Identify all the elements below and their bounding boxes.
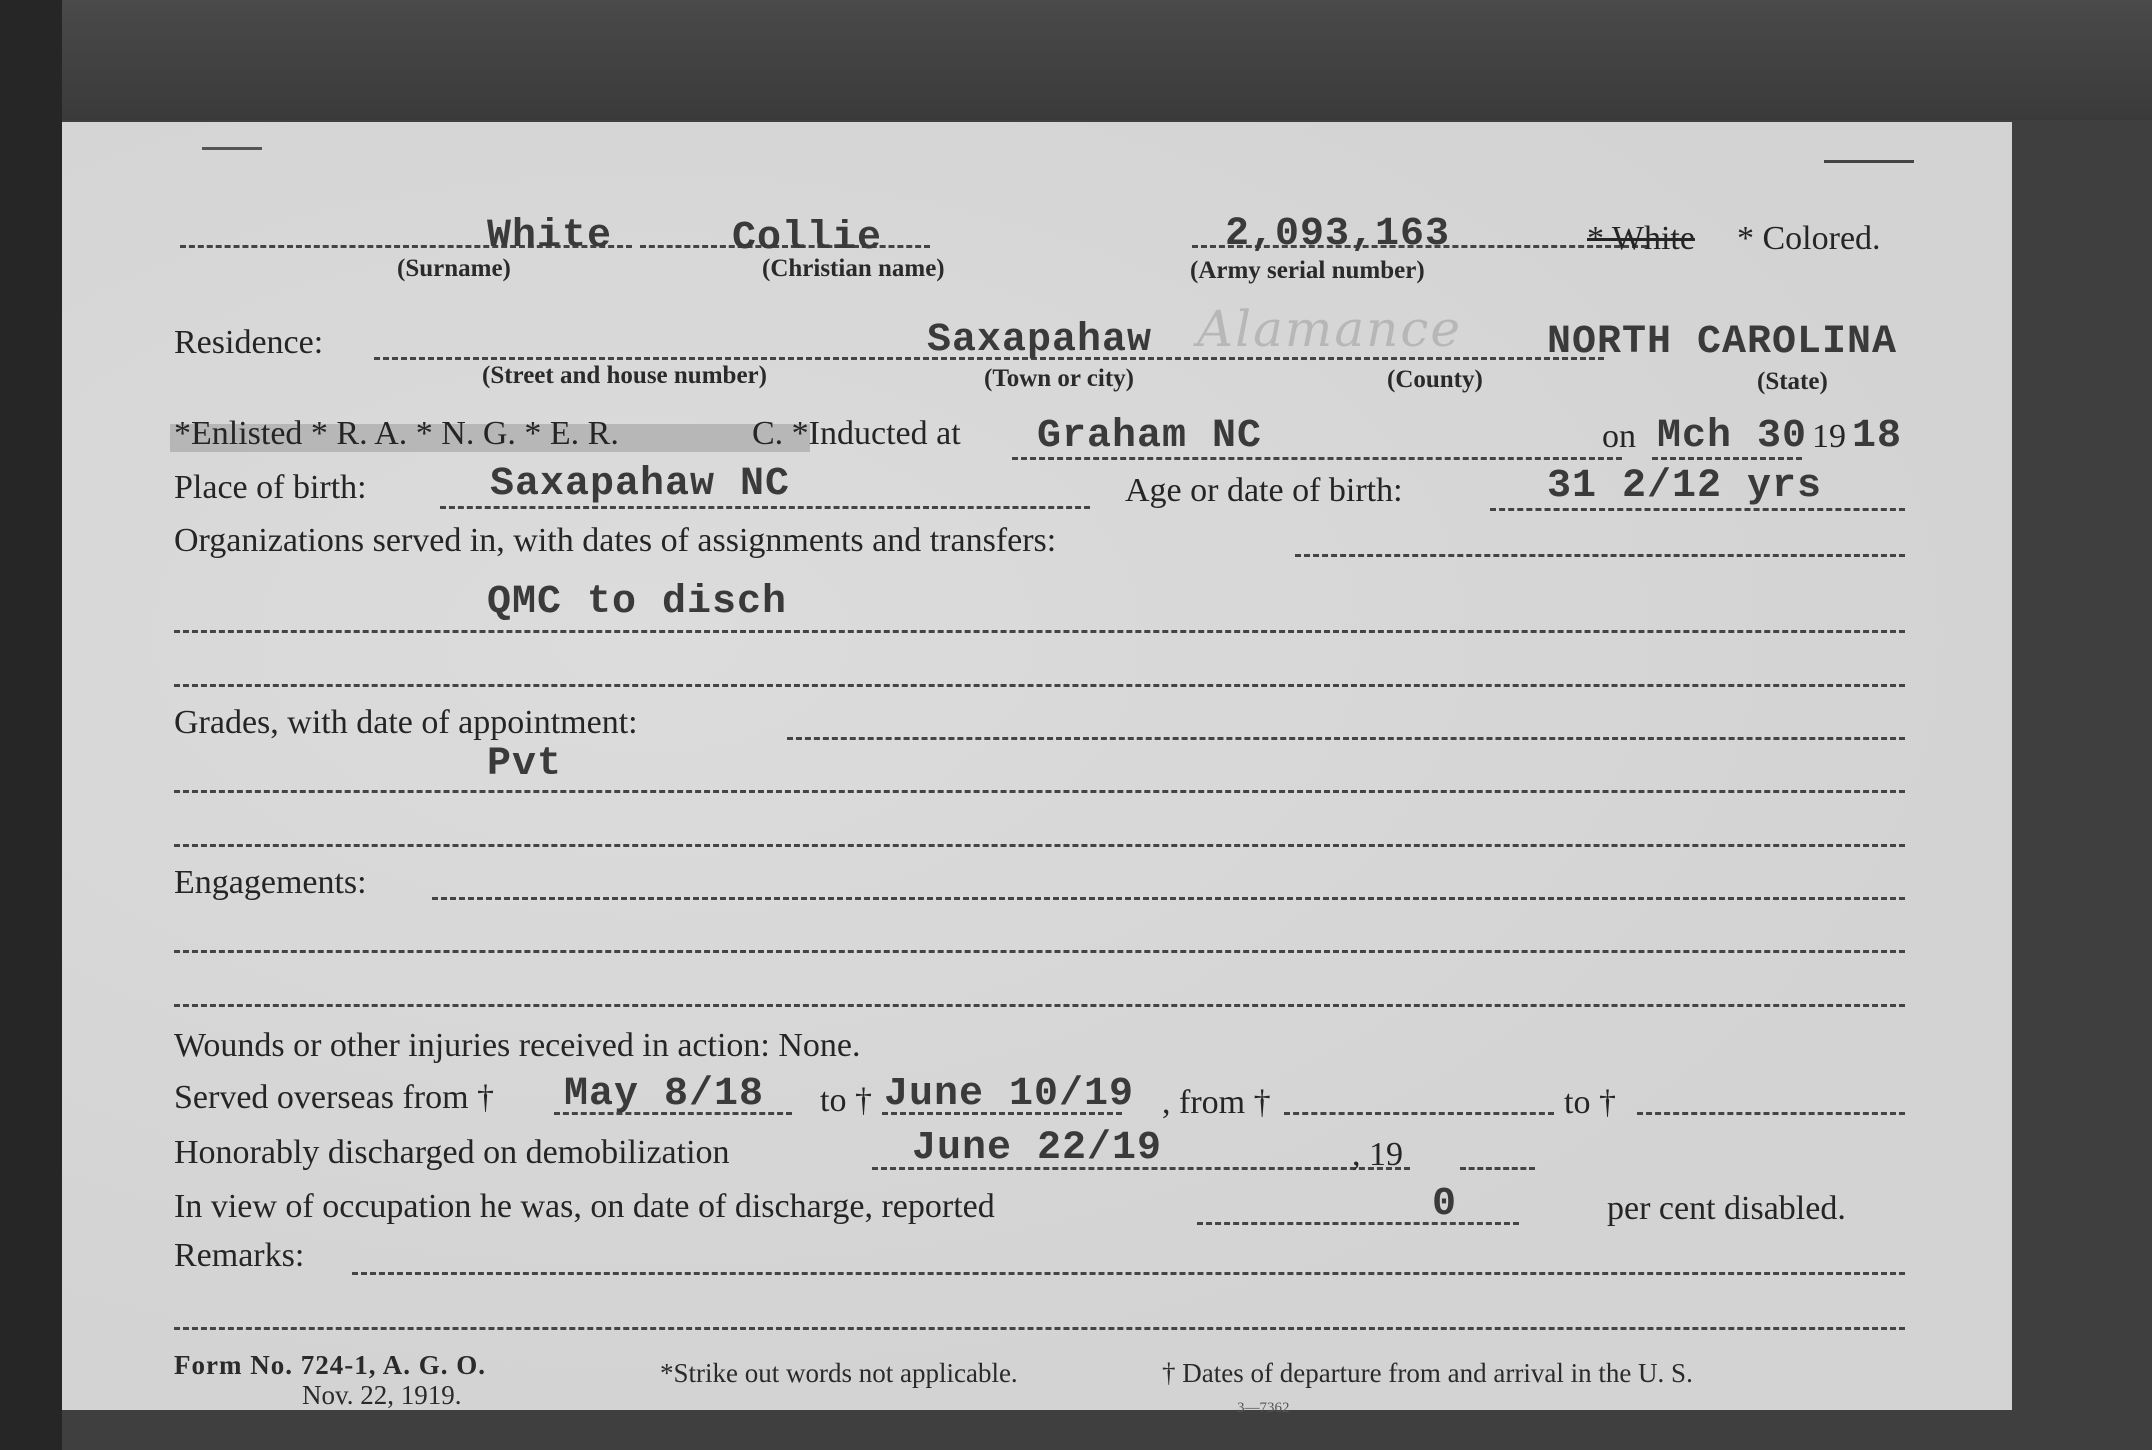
discharge-label: Honorably discharged on demobilization — [174, 1134, 730, 1171]
discharge-value: June 22/19 — [912, 1126, 1163, 1171]
state-value: NORTH CAROLINA — [1547, 320, 1898, 365]
place-of-birth-value: Saxapahaw NC — [490, 462, 791, 507]
service-record-card — [62, 122, 2012, 1416]
inducted-label: C. *Inducted at — [752, 415, 961, 452]
street-caption: (Street and house number) — [482, 362, 767, 389]
overseas-to-label: to † — [820, 1082, 872, 1119]
dates-note: † Dates of departure from and arrival in the U. S. — [1162, 1358, 1693, 1388]
organizations-value: QMC to disch — [487, 580, 788, 625]
remarks-label: Remarks: — [174, 1237, 305, 1274]
organizations-label: Organizations served in, with dates of assignments and transfers: — [174, 522, 1057, 559]
overseas-label: Served overseas from † — [174, 1079, 495, 1116]
background-edge — [0, 0, 62, 1450]
grades-label: Grades, with date of appointment: — [174, 704, 638, 741]
surname-value: White — [487, 214, 613, 259]
overseas-to2-label: to † — [1564, 1084, 1616, 1121]
strike-note: *Strike out words not applicable. — [660, 1358, 1018, 1388]
age-label: Age or date of birth: — [1125, 472, 1403, 509]
corner-mark — [1824, 160, 1914, 163]
disability-label: In view of occupation he was, on date of discharge, reported — [174, 1188, 995, 1225]
town-caption: (Town or city) — [984, 365, 1134, 392]
place-of-birth-label: Place of birth: — [174, 469, 367, 506]
discharge-year: , 19 — [1352, 1136, 1403, 1173]
overseas-from2-label: , from † — [1162, 1084, 1271, 1121]
engagements-label: Engagements: — [174, 864, 367, 901]
background-top — [62, 0, 2152, 120]
christian-caption: (Christian name) — [762, 255, 945, 282]
county-caption: (County) — [1387, 366, 1483, 393]
town-value: Saxapahaw — [927, 318, 1153, 363]
residence-label: Residence: — [174, 324, 324, 361]
race-colored: * Colored. — [1737, 220, 1881, 257]
on-label: on — [1602, 418, 1636, 455]
county-value: Alamance — [1197, 300, 1462, 358]
disability-value: 0 — [1432, 1182, 1458, 1227]
wounds-text: Wounds or other injuries received in action: None. — [174, 1027, 861, 1064]
year-prefix: 19 — [1812, 418, 1846, 455]
disability-suffix: per cent disabled. — [1607, 1190, 1846, 1227]
overseas-from-value: May 8/18 — [564, 1072, 765, 1117]
year-value: 18 — [1852, 414, 1903, 459]
serial-caption: (Army serial number) — [1190, 257, 1425, 284]
form-date: Nov. 22, 1919. — [302, 1380, 462, 1410]
grades-value: Pvt — [487, 742, 563, 787]
induction-date: Mch 30 — [1657, 414, 1808, 459]
corner-mark — [202, 147, 262, 150]
form-number: Form No. 724-1, A. G. O. — [174, 1350, 486, 1380]
inducted-value: Graham NC — [1037, 414, 1263, 459]
enlistment-options: *Enlisted * R. A. * N. G. * E. R. — [174, 415, 619, 452]
age-value: 31 2/12 yrs — [1547, 464, 1823, 509]
christian-name-value: Collie — [732, 216, 883, 261]
race-white: * White — [1587, 220, 1695, 257]
surname-caption: (Surname) — [397, 255, 511, 282]
bottom-code: 3—7362 — [1237, 1400, 1290, 1416]
overseas-to-value: June 10/19 — [884, 1072, 1135, 1117]
state-caption: (State) — [1757, 368, 1828, 395]
serial-value: 2,093,163 — [1225, 212, 1451, 257]
